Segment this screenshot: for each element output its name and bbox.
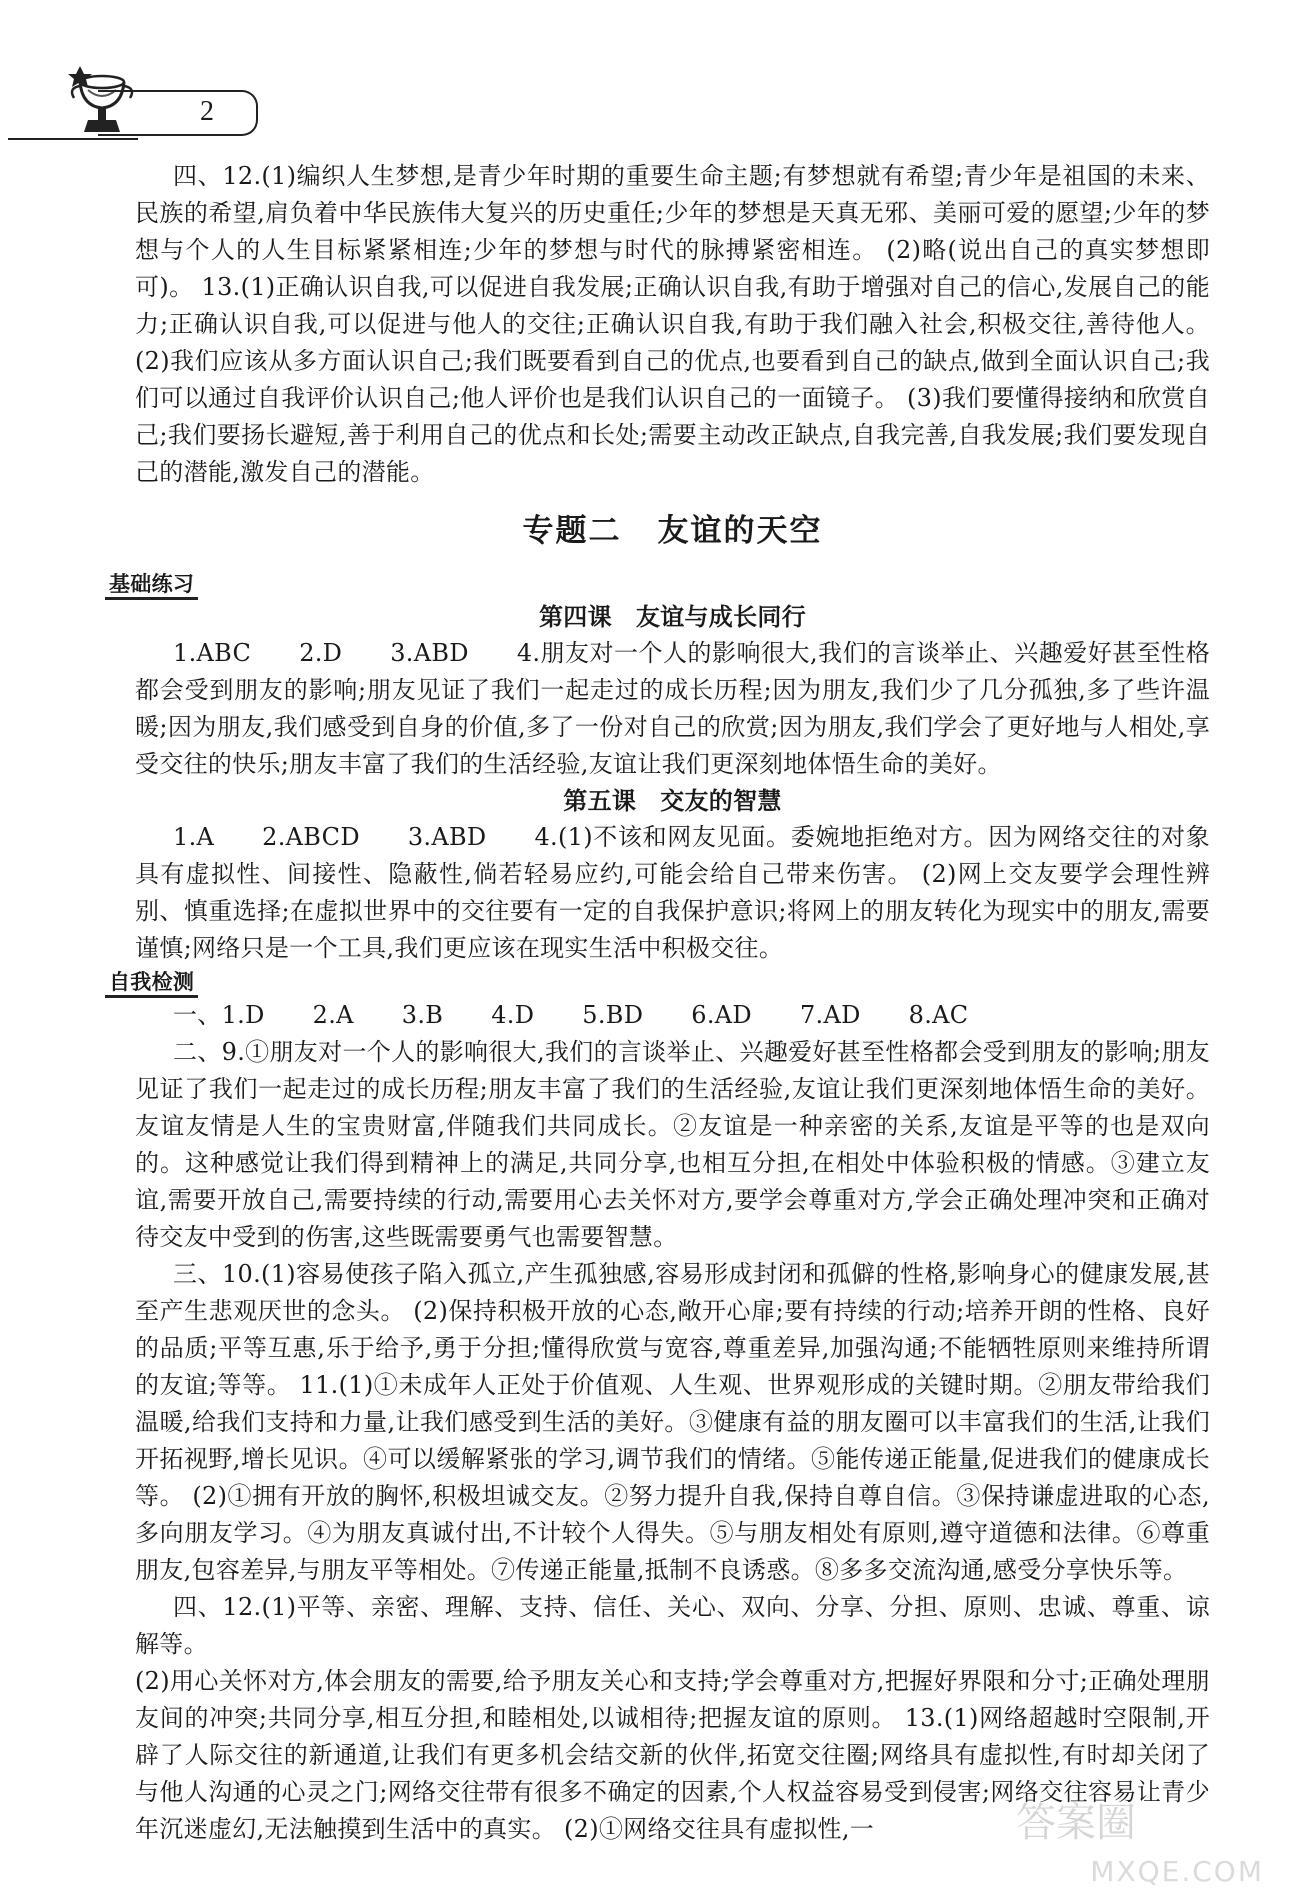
lesson-5-number: 第五课	[563, 787, 637, 815]
watermark	[1010, 1790, 1270, 1890]
topic-name: 友谊的天空	[657, 513, 823, 549]
section-basic-label: 基础练习	[105, 572, 198, 600]
lesson-4-q4: 4.朋友对一个人的影响很大,我们的言谈举止、兴趣爱好甚至性格都会受到朋友的影响;朋友见证了我们一起走过的成长历程;因为朋友,我们少了几分孤独,多了些许温暖;因为朋友,我们感受到自身的价值,多了一份对自己的欣赏;因为朋友,我们学会了更好地与人相处,享受交往的快乐;朋友丰富了我们的生活经验,友谊让我们更深刻地体悟生命的美好。	[135, 639, 1210, 778]
answer-content	[109, 158, 1210, 1848]
header-rule	[8, 138, 138, 140]
page-header	[0, 0, 1296, 150]
answer-item: 2.A	[312, 1001, 354, 1029]
answer-item: 2.ABCD	[262, 823, 360, 851]
lesson-5-title	[135, 783, 1210, 819]
answer-item: 1.D	[221, 1001, 265, 1029]
answer-item: 2.D	[299, 639, 343, 667]
answer-item: 3.ABD	[390, 639, 469, 667]
lesson-5-name: 交友的智慧	[660, 787, 782, 815]
self-check-part-2: 二、9.①朋友对一个人的影响很大,我们的言谈举止、兴趣爱好甚至性格都会受到朋友的影响;朋友见证了我们一起走过的成长历程;朋友丰富了我们的生活经验,友谊让我们更深刻地体悟生命的美好。友谊友情是人生的宝贵财富,伴随我们共同成长。②友谊是一种亲密的关系,友谊是平等的也是双向的。这种感觉让我们得到精神上的满足,共同分享,也相互分担,在相处中体验积极的情感。③建立友谊,需要开放自己,需要持续的行动,需要用心去关怀对方,要学会尊重对方,学会正确处理冲突和正确对待交友中受到的伤害,这些既需要勇气也需要智慧。	[135, 1038, 1210, 1251]
answer-item: 1.ABC	[173, 639, 252, 667]
answer-item: 3.B	[401, 1001, 444, 1029]
watermark-logo-text: 答案圈	[1016, 1800, 1136, 1846]
section-self-check	[105, 967, 1210, 997]
answer-item: 3.ABD	[407, 823, 487, 851]
topic-title	[135, 507, 1210, 555]
answer-item: 6.AD	[691, 1001, 752, 1029]
lesson-4-title	[135, 599, 1210, 635]
lesson-5-q4: 4.(1)不该和网友见面。委婉地拒绝对方。因为网络交往的对象具有虚拟性、间接性、隐蔽性,倘若轻易应约,可能会给自己带来伤害。 (2)网上交友要学会理性辨别、慎重选择;在虚拟世界中的交往要有一定的自我保护意识;将网上的朋友转化为现实中的朋友,需要谨慎;网络只是一个工具,我们更应该在现实生活中积极交往。	[135, 823, 1210, 962]
page-number: 2	[200, 96, 214, 127]
lesson-4-name: 友谊与成长同行	[635, 603, 806, 631]
answer-item: 5.BD	[582, 1001, 644, 1029]
lesson-4-number: 第四课	[538, 603, 612, 631]
page-number-frame	[98, 90, 258, 136]
lesson-5-answers	[135, 819, 1210, 967]
self-check-part-4b: (2)用心关怀对方,体会朋友的需要,给予朋友关心和支持;学会尊重对方,把握好界限和分寸;正确处理朋友间的冲突;共同分享,相互分担,和睦相处,以诚相待;把握友谊的原则。 13.(1)网络超越时空限制,开辟了人际交往的新通道,让我们有更多机会结交新的伙伴,拓宽交往圈;网络具有虚拟性,有时却关闭了与他人沟通的心灵之门;网络交往带有很多不确定的因素,个人权益容易受到侵害;网络交往容易让青少年沉迷虚幻,无法触摸到生活中的真实。 (2)①网络交往具有虚拟性,一	[135, 1667, 1210, 1843]
self-check-part-3: 三、10.(1)容易使孩子陷入孤立,产生孤独感,容易形成封闭和孤僻的性格,影响身心的健康发展,甚至产生悲观厌世的念头。 (2)保持积极开放的心态,敞开心扉;要有持续的行动;培养开朗的性格、良好的品质;平等互惠,乐于给予,勇于分担;懂得欣赏与宽容,尊重差异,加强沟通;不能牺牲原则来维持所谓的友谊;等等。 11.(1)①未成年人正处于价值观、人生观、世界观形成的关键时期。②朋友带给我们温暖,给我们支持和力量,让我们感受到生活的美好。③健康有益的朋友圈可以丰富我们的生活,让我们开拓视野,增长见识。④可以缓解紧张的学习,调节我们的情绪。⑤能传递正能量,促进我们的健康成长等。 (2)①拥有开放的胸怀,积极坦诚交友。②努力提升自我,保持自尊自信。③保持谦虚进取的心态,多向朋友学习。④为朋友真诚付出,不计较个人得失。⑤与朋友相处有原则,遵守道德和法律。⑥尊重朋友,包容差异,与朋友平等相处。⑦传递正能量,抵制不良诱惑。⑧多多交流沟通,感受分享快乐等。	[135, 1260, 1210, 1584]
answer-item: 8.AC	[908, 1001, 969, 1029]
section-self-check-label: 自我检测	[105, 970, 198, 998]
watermark-logo	[1010, 1790, 1170, 1850]
answer-item: 4.D	[491, 1001, 535, 1029]
lesson-4-answers	[135, 635, 1210, 783]
self-check-part-1	[135, 997, 1210, 1034]
topic-number: 专题二	[522, 513, 622, 549]
answer-item: 1.A	[173, 823, 215, 851]
self-check-part-4a: 四、12.(1)平等、亲密、理解、支持、信任、关心、双向、分享、分担、原则、忠诚、尊重、谅解等。	[135, 1593, 1210, 1658]
answer-item: 7.AD	[799, 1001, 861, 1029]
part-1-label: 一、	[173, 1001, 222, 1029]
section-basic-practice	[105, 569, 1210, 599]
intro-paragraph: 四、12.(1)编织人生梦想,是青少年时期的重要生命主题;有梦想就有希望;青少年是祖国的未来、民族的希望,肩负着中华民族伟大复兴的历史重任;少年的梦想是天真无邪、美丽可爱的愿望;少年的梦想与个人的人生目标紧紧相连;少年的梦想与时代的脉搏紧密相连。 (2)略(说出自己的真实梦想即可)。 13.(1)正确认识自我,可以促进自我发展;正确认识自我,有助于增强对自己的信心,发展自己的能力;正确认识自我,可以促进与他人的交往;正确认识自我,有助于我们融入社会,积极交往,善待他人。 (2)我们应该从多方面认识自己;我们既要看到自己的优点,也要看到自己的缺点,做到全面认识自己;我们可以通过自我评价认识自己;他人评价也是我们认识自己的一面镜子。 (3)我们要懂得接纳和欣赏自己;我们要扬长避短,善于利用自己的优点和长处;需要主动改正缺点,自我完善,自我发展;我们要发现自己的潜能,激发自己的潜能。	[135, 162, 1210, 486]
watermark-text: MXQE.COM	[1090, 1855, 1264, 1888]
